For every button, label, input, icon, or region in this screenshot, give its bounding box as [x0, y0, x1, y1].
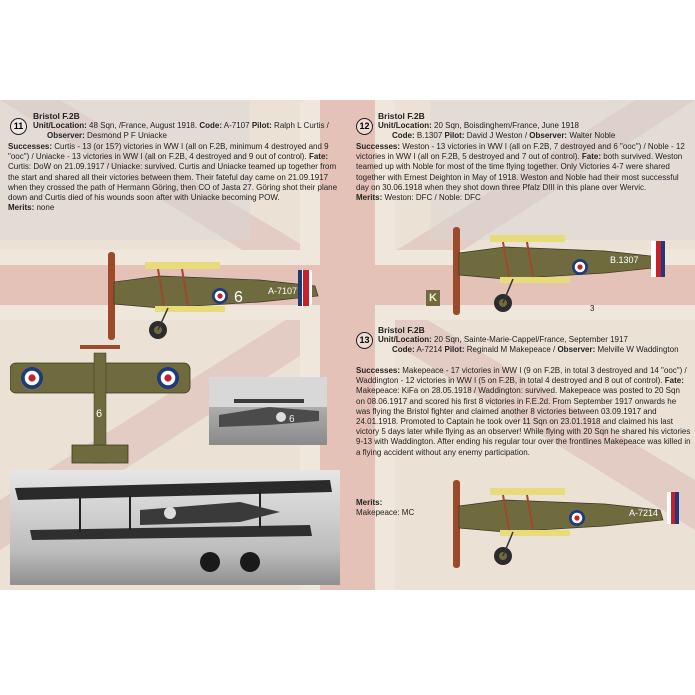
large-archive-photo [10, 470, 340, 585]
unit-label: Unit/Location: [33, 121, 87, 131]
unit-label: Unit/Location: [378, 335, 432, 345]
profile-number-badge: 12 [356, 118, 373, 135]
fuselage-number: 6 [234, 289, 243, 306]
small-archive-photo [209, 377, 327, 445]
aircraft-11-side-profile [100, 250, 340, 350]
fate-text: Curtis: DoW on 21.09.1917 / Uniacke: survived. Curtis and Uniacke teamed up together from the start and shared all their victories between them. Their fateful day came on 21.09.1917 when they crossed the path of Hermann Göring, then CO of Jasta 27. Göring shot their plane down and Curtis died of his wounds soon after with Uniacke becoming POW. [8, 162, 338, 203]
serial-marking: A-7107 [268, 286, 298, 296]
pilot-label: Pilot: [251, 121, 272, 131]
pilot-label: Pilot: [444, 345, 465, 355]
code-label: Code: [199, 121, 222, 131]
merits-label: Merits: [8, 203, 35, 213]
profile-13-text [378, 325, 688, 356]
merits-label: Merits: [356, 193, 383, 203]
observer-value: Melville W Waddington [597, 345, 679, 355]
fate-label: Fate: [664, 376, 684, 386]
serial-marking: B.1307 [610, 255, 639, 265]
fate-label: Fate: [581, 152, 602, 162]
code-value: A-7214 [416, 345, 443, 355]
photo-number: 6 [289, 414, 295, 425]
observer-label: Observer: [529, 131, 568, 141]
code-value: A-7107 [223, 121, 250, 131]
fate-text: Makepeace: KiFa on 28.05.1918 / Waddington: survived. Makepeace was posted to 20 Sqn on 08.06.1917 and scored his first 8 victories in F.E.2d. From September 1917 onwards he was flying the Bristol fighter and claimed another 8 victories between 03.09.1917 and 24.01.1918. Promoted to Captain he took over 11 Sqn on 23.01.1918 and claimed his last victory 5 days later while flying as an observer! While flying with 20 Sqn he shared his victories 9-13 with Waddington. After ending his regular tour over the frontlines Makepeace was killed in a flying accident without any enemy participation. [356, 386, 691, 457]
pilot-value: Ralph L Curtis / [274, 121, 329, 131]
aircraft-11-top-view [10, 345, 192, 465]
nose-letter-decal: K [426, 290, 440, 306]
observer-value: Walter Noble [569, 131, 616, 141]
fate-text: both survived. Weston teamed up with Noble for most of the time flying together. Only Victories 4-7 were shared together with Ernest Deighton in May of 1918. Weston and Noble had their most successful day on 30.06.1918 when they shot down three Pfalz DIII in this plane over Wervic. [356, 152, 683, 192]
profile-title: Bristol F.2B [33, 111, 80, 121]
unit-value: 20 Sqn, Sainte-Marie-Cappel/France, September 1917 [434, 335, 628, 345]
successes-text: Curtis - 13 (or 15?) victories in WW I (all on F.2B, minimum 4 destroyed and 9 "ooc") / Uniacke - 13 victories in WW I (all on F.2B, 4 destroyed and 9 out of control). [8, 142, 329, 162]
successes-text: Weston - 13 victories in WW I (all on F.2B, 7 destroyed and 6 "ooc") / Noble - 12 victories in WW I (all on F.2B, 5 destroyed and 7 out of control). [356, 142, 685, 162]
successes-label: Successes: [8, 142, 53, 151]
successes-text: Makepeace - 17 victories in WW I (9 on F.2B, in total 3 destroyed and 14 "ooc") / Waddington - 12 victories in WW I (5 on F.2B, in total 4 destroyed and 8 out of control). [356, 366, 687, 386]
profile-number-badge: 11 [10, 118, 27, 135]
pilot-value: David J Weston / [466, 131, 528, 141]
decal-sheet [0, 100, 695, 590]
successes-label: Successes: [356, 366, 401, 375]
observer-label: Observer: [557, 345, 596, 355]
callout-number: 3 [590, 304, 595, 313]
profile-12-text [378, 111, 688, 142]
photo-aircraft-silhouette [209, 377, 327, 445]
serial-marking: A-7214 [629, 508, 659, 518]
unit-value: 48 Sqn, /France, August 1918. [89, 121, 198, 131]
code-value: B.1307 [416, 131, 443, 141]
observer-value: Desmond P F Uniacke [87, 131, 167, 141]
pilot-label: Pilot: [444, 131, 465, 141]
profile-13-body [356, 366, 691, 458]
code-label: Code: [392, 345, 415, 355]
observer-label: Observer: [47, 131, 85, 141]
profile-11-body [8, 142, 338, 213]
unit-value: 20 Sqn, Boisdinghem/France, June 1918 [434, 121, 579, 131]
profile-13-merits [356, 498, 446, 518]
merits-label: Merits: [356, 498, 383, 507]
merits-value: Makepeace: MC [356, 508, 415, 518]
photo-biplane-silhouette [10, 470, 340, 585]
fate-label: Fate: [308, 152, 329, 162]
profile-title: Bristol F.2B [378, 325, 425, 335]
merits-value: none [36, 203, 55, 213]
successes-label: Successes: [356, 142, 401, 151]
pilot-value: Reginald M Makepeace / [466, 345, 556, 355]
profile-title: Bristol F.2B [378, 111, 425, 121]
aircraft-12-side-profile [445, 225, 685, 325]
aircraft-13-side-profile [445, 478, 685, 578]
unit-label: Unit/Location: [378, 121, 432, 131]
profile-11-text [33, 111, 343, 142]
top-view-number: 6 [96, 408, 103, 420]
code-label: Code: [392, 131, 415, 141]
profile-12-body [356, 142, 688, 203]
merits-value: Weston: DFC / Noble: DFC [384, 193, 481, 203]
profile-number-badge: 13 [356, 332, 373, 349]
